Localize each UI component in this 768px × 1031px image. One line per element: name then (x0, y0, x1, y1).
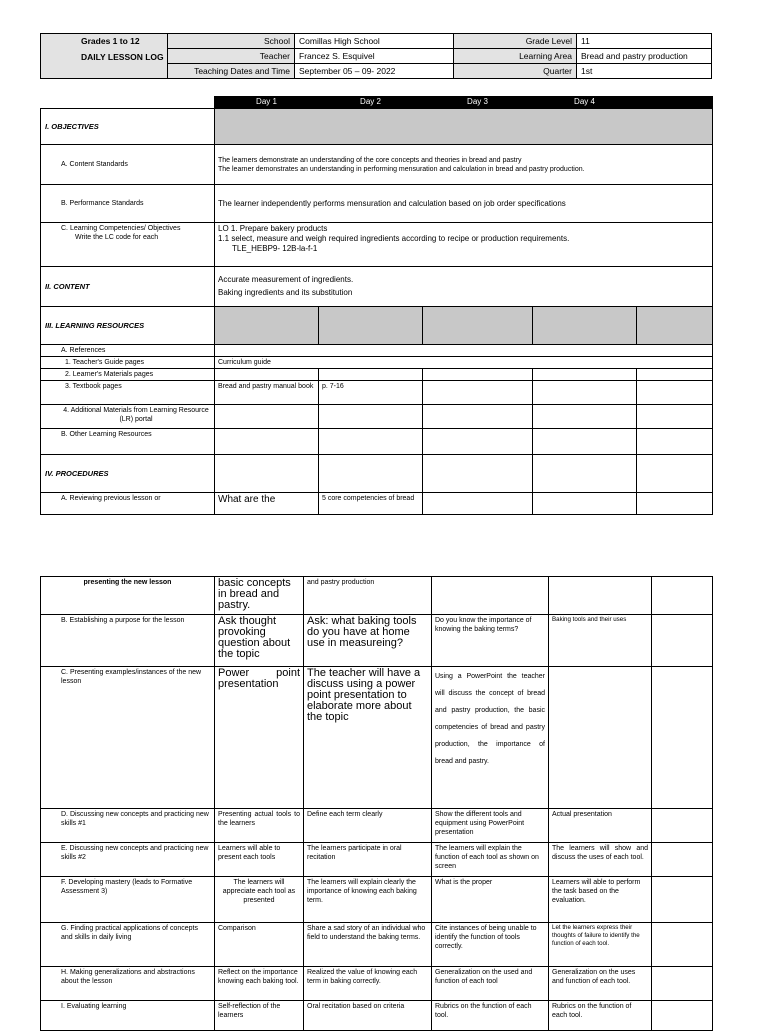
proc-head-cell-4 (533, 455, 637, 493)
objectives-gray-cell (215, 109, 713, 145)
proc-head-cell-2 (319, 455, 423, 493)
practical-applications-label: G. Finding practical applications of concepts and skills in daily living (41, 923, 215, 967)
reviewing-lesson-label: A. Reviewing previous lesson or (41, 493, 215, 515)
examples-day1: Power point presentation (215, 667, 304, 809)
references-label: A. References (41, 345, 215, 357)
examples-cell-5 (652, 667, 713, 809)
school-label: School (168, 34, 295, 49)
additional-cell-1 (215, 405, 319, 429)
textbook-cell-3 (423, 381, 533, 405)
reviewing2-cell-5 (652, 577, 713, 615)
purpose-day1: Ask thought provoking question about the topic (215, 615, 304, 667)
evaluating-cell-5 (652, 1001, 713, 1031)
evaluating-day2: Oral recitation based on criteria (304, 1001, 432, 1031)
lm-cell-5 (637, 369, 713, 381)
content-text (215, 267, 713, 307)
proc-head-cell-3 (423, 455, 533, 493)
reviewing2-cell-4 (549, 577, 652, 615)
skills1-day1: Presenting actual tools to the learners (215, 809, 304, 843)
evaluating-learning-label: I. Evaluating learning (41, 1001, 215, 1031)
quarter-label: Quarter (454, 64, 577, 79)
procedures-heading: IV. PROCEDURES (41, 455, 215, 493)
learning-competencies-label (41, 223, 215, 267)
other-cell-4 (533, 429, 637, 455)
day-header-1: Day 1 (215, 97, 319, 109)
reviewing-cell-4 (533, 493, 637, 515)
mastery-day1: The learners will appreciate each tool as presented (215, 877, 304, 923)
content-heading: II. CONTENT (41, 267, 215, 307)
teaching-dates-value: September 05 – 09- 2022 (295, 64, 454, 79)
other-cell-5 (637, 429, 713, 455)
mastery-day3: What is the proper (432, 877, 549, 923)
mastery-day2: The learners will explain clearly the importance of knowing each baking term. (304, 877, 432, 923)
content-standard-line-1: The learners demonstrate an understanding of the core concepts and theories in bread and pastry (218, 156, 522, 164)
skills2-day2: The learners participate in oral recitation (304, 843, 432, 877)
other-cell-3 (423, 429, 533, 455)
purpose-day2: Ask: what baking tools do you have at home use in measureing? (304, 615, 432, 667)
content-line-1: Accurate measurement of ingredients. (218, 275, 354, 284)
purpose-day4: Baking tools and their uses (549, 615, 652, 667)
discussing-skills1-label: D. Discussing new concepts and practicing new skills #1 (41, 809, 215, 843)
lm-cell-1 (215, 369, 319, 381)
performance-standards-label: B. Performance Standards (41, 185, 215, 223)
textbook-day2: p. 7-16 (319, 381, 423, 405)
lesson-log-title-cell (41, 34, 168, 79)
establishing-purpose-label: B. Establishing a purpose for the lesson (41, 615, 215, 667)
resources-gray-2 (319, 307, 423, 345)
reviewing-day2-part2: and pastry production (304, 577, 432, 615)
developing-mastery-label: F. Developing mastery (leads to Formative Assessment 3) (41, 877, 215, 923)
lm-cell-4 (533, 369, 637, 381)
other-resources-label: B. Other Learning Resources (41, 429, 215, 455)
day-header-2: Day 2 (319, 97, 423, 109)
proc-head-cell-5 (637, 455, 713, 493)
competency-line-1: LO 1. Prepare bakery products (218, 224, 328, 233)
day-header-4: Day 4 (533, 97, 637, 109)
grades-label: Grades 1 to 12 (81, 36, 140, 46)
content-standards-text (215, 145, 713, 185)
generalizations-day4: Generalization on the uses and function of each tool. (549, 967, 652, 1001)
content-standards-label: A. Content Standards (41, 145, 215, 185)
teacher-label: Teacher (168, 49, 295, 64)
additional-cell-5 (637, 405, 713, 429)
competencies-label-line-2: Write the LC code for each (75, 234, 159, 241)
purpose-cell-5 (652, 615, 713, 667)
teachers-guide-value: Curriculum guide (215, 357, 713, 369)
mastery-day4: Learners will able to perform the task based on the evaluation. (549, 877, 652, 923)
presenting-examples-label: C. Presenting examples/instances of the new lesson (41, 667, 215, 809)
daily-lesson-log-title: DAILY LESSON LOG (81, 52, 164, 62)
grade-level-value: 11 (577, 34, 712, 49)
evaluating-day1: Self-reflection of the learners (215, 1001, 304, 1031)
additional-materials-label: 4. Additional Materials from Learning Resource (LR) portal (41, 405, 215, 429)
reviewing-day2-part1: 5 core competencies of bread (319, 493, 423, 515)
skills2-cell-5 (652, 843, 713, 877)
day-header-5 (637, 97, 713, 109)
objectives-heading: I. OBJECTIVES (41, 109, 215, 145)
performance-standards-text: The learner independently performs mensuration and calculation based on job order specifications (215, 185, 713, 223)
other-cell-2 (319, 429, 423, 455)
additional-cell-2 (319, 405, 423, 429)
additional-cell-4 (533, 405, 637, 429)
learning-area-value: Bread and pastry production (577, 49, 712, 64)
textbook-day1: Bread and pastry manual book (215, 381, 319, 405)
grade-level-label: Grade Level (454, 34, 577, 49)
resources-gray-4 (533, 307, 637, 345)
proc-head-cell-1 (215, 455, 319, 493)
reviewing-cell-5 (637, 493, 713, 515)
applications-day4: Let the learners express their thoughts of failure to identify the function of each tool. (549, 923, 652, 967)
applications-cell-5 (652, 923, 713, 967)
examples-day3: Using a PowerPoint the teacher will discuss the concept of bread and pastry production, the basic competencies of bread and pastry production, the importance of bread and pastry. (432, 667, 549, 809)
additional-cell-3 (423, 405, 533, 429)
teaching-dates-label: Teaching Dates and Time (168, 64, 295, 79)
generalizations-day1: Reflect on the importance knowing each baking tool. (215, 967, 304, 1001)
day-header-3: Day 3 (423, 97, 533, 109)
discussing-skills2-label: E. Discussing new concepts and practicing new skills #2 (41, 843, 215, 877)
evaluating-day3: Rubrics on the function of each tool. (432, 1001, 549, 1031)
lm-cell-2 (319, 369, 423, 381)
resources-gray-1 (215, 307, 319, 345)
lm-cell-3 (423, 369, 533, 381)
applications-day1: Comparison (215, 923, 304, 967)
reviewing-day1-part1: What are the (215, 493, 319, 515)
header-info-table (40, 33, 712, 79)
skills1-day2: Define each term clearly (304, 809, 432, 843)
day-header-blank (41, 97, 215, 109)
reviewing-lesson-label-cont: presenting the new lesson (41, 577, 215, 615)
learning-area-label: Learning Area (454, 49, 577, 64)
resources-gray-5 (637, 307, 713, 345)
competency-code: TLE_HEBP9- 12B-la-f-1 (232, 244, 318, 253)
quarter-value: 1st (577, 64, 712, 79)
competencies-label-line-1: C. Learning Competencies/ Objectives (61, 225, 181, 232)
purpose-day3: Do you know the importance of knowing the baking terms? (432, 615, 549, 667)
skills2-day4: The learners will show and discuss the uses of each tool. (549, 843, 652, 877)
skills1-day4: Actual presentation (549, 809, 652, 843)
content-standard-line-2: The learner demonstrates an understanding in performing mensuration and calculation in bread and pastry production. (218, 165, 585, 173)
applications-day2: Share a sad story of an individual who field to understand the baking terms. (304, 923, 432, 967)
reviewing2-cell-3 (432, 577, 549, 615)
content-line-2: Baking ingredients and its substitution (218, 288, 353, 297)
textbook-cell-4 (533, 381, 637, 405)
reviewing-day1-part2: basic concepts in bread and pastry. (215, 577, 304, 615)
skills2-day3: The learners will explain the function of each tool as shown on screen (432, 843, 549, 877)
examples-day2: The teacher will have a discuss using a power point presentation to elaborate more about the topic (304, 667, 432, 809)
lesson-log-table-page1 (40, 96, 713, 515)
generalizations-day3: Generalization on the used and function of each tool (432, 967, 549, 1001)
generalizations-label: H. Making generalizations and abstractions about the lesson (41, 967, 215, 1001)
resources-gray-3 (423, 307, 533, 345)
lesson-log-table-page2 (40, 576, 713, 1031)
generalizations-cell-5 (652, 967, 713, 1001)
reviewing-cell-3 (423, 493, 533, 515)
learners-materials-label: 2. Learner's Materials pages (41, 369, 215, 381)
textbook-cell-5 (637, 381, 713, 405)
other-cell-1 (215, 429, 319, 455)
competency-line-2: 1.1 select, measure and weigh required ingredients according to recipe or production requirements. (218, 234, 570, 243)
textbook-label: 3. Textbook pages (41, 381, 215, 405)
teacher-value: Francez S. Esquivel (295, 49, 454, 64)
skills1-day3: Show the different tools and equipment using PowerPoint presentation (432, 809, 549, 843)
learning-resources-heading: III. LEARNING RESOURCES (41, 307, 215, 345)
evaluating-day4: Rubrics on the function of each tool. (549, 1001, 652, 1031)
examples-cell-4 (549, 667, 652, 809)
mastery-cell-5 (652, 877, 713, 923)
teachers-guide-label: 1. Teacher's Guide pages (41, 357, 215, 369)
skills1-cell-5 (652, 809, 713, 843)
generalizations-day2: Realized the value of knowing each term in baking correctly. (304, 967, 432, 1001)
applications-day3: Cite instances of being unable to identify the function of tools correctly. (432, 923, 549, 967)
skills2-day1: Learners will able to present each tools (215, 843, 304, 877)
learning-competencies-text (215, 223, 713, 267)
references-cell (215, 345, 713, 357)
school-value: Comillas High School (295, 34, 454, 49)
